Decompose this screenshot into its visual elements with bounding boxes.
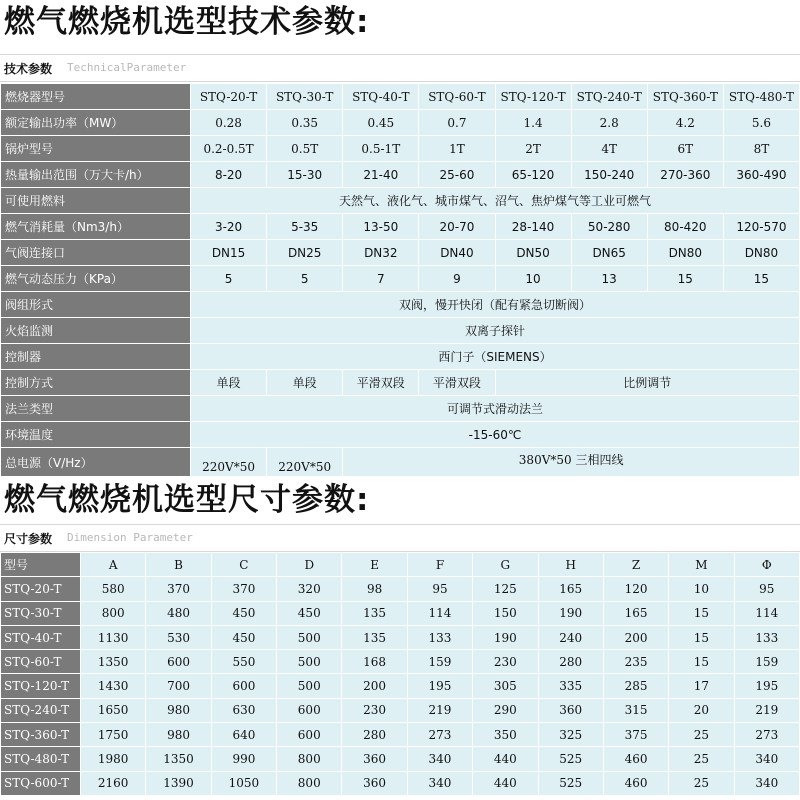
table-cell: 280 <box>342 723 407 747</box>
merged-cell: 双阀，慢开快闭（配有紧急切断阀） <box>191 292 800 318</box>
table-cell: 990 <box>211 747 276 771</box>
column-header: G <box>473 553 538 577</box>
table-cell: 220V*50 <box>267 448 343 477</box>
table-cell: 580 <box>81 577 146 601</box>
table-cell: 200 <box>342 674 407 698</box>
merged-cell: 双离子探针 <box>191 318 800 344</box>
row-label: 热量输出范围（万大卡/h） <box>1 162 191 188</box>
table-cell: 2T <box>495 136 571 162</box>
column-header: F <box>407 553 472 577</box>
table-cell: 95 <box>734 577 799 601</box>
table-cell: 114 <box>407 601 472 625</box>
table-row <box>1 370 800 396</box>
row-label: 燃气消耗量（Nm3/h） <box>1 214 191 240</box>
table-row <box>1 674 800 698</box>
model-header-cell: STQ-240-T <box>571 84 647 110</box>
table-cell: 273 <box>734 723 799 747</box>
merged-cell: 比例调节 <box>495 370 800 396</box>
table-cell: DN80 <box>723 240 799 266</box>
table-cell: 230 <box>473 650 538 674</box>
dimension-parameters-title: 燃气燃烧机选型尺寸参数: <box>4 482 370 518</box>
model-header-cell: STQ-480-T <box>723 84 799 110</box>
row-label: 控制器 <box>1 344 191 370</box>
table-row <box>1 723 800 747</box>
column-header: B <box>146 553 211 577</box>
table-cell: 320 <box>277 577 342 601</box>
model-cell: STQ-20-T <box>1 577 81 601</box>
table-cell: 325 <box>538 723 603 747</box>
subheader-label: 技术参数 <box>4 62 53 76</box>
table-cell: 1650 <box>81 698 146 722</box>
table-cell: 133 <box>407 625 472 649</box>
model-cell: STQ-240-T <box>1 698 81 722</box>
table-cell: 120 <box>603 577 668 601</box>
row-label: 阀组形式 <box>1 292 191 318</box>
model-header-cell: STQ-40-T <box>343 84 419 110</box>
table-cell: 450 <box>277 601 342 625</box>
table-cell: 13-50 <box>343 214 419 240</box>
table-cell: 1430 <box>81 674 146 698</box>
table-cell: 65-120 <box>495 162 571 188</box>
table-cell: 315 <box>603 698 668 722</box>
table-row <box>1 396 800 422</box>
table-cell: 0.5-1T <box>343 136 419 162</box>
row-label: 总电源（V/Hz） <box>1 448 191 477</box>
merged-cell: 380V*50 三相四线 <box>343 448 800 477</box>
table-cell: 219 <box>407 698 472 722</box>
table-cell: 80-420 <box>647 214 723 240</box>
table-cell: 15 <box>723 266 799 292</box>
table-cell: 460 <box>603 747 668 771</box>
table-cell: 1980 <box>81 747 146 771</box>
table-cell: 460 <box>603 771 668 795</box>
table-cell: 5 <box>191 266 267 292</box>
table-row <box>1 214 800 240</box>
table-cell: 0.5T <box>267 136 343 162</box>
table-cell: 0.28 <box>191 110 267 136</box>
column-header: Φ <box>734 553 799 577</box>
table-cell: DN50 <box>495 240 571 266</box>
table-cell: 15 <box>647 266 723 292</box>
table-row <box>1 650 800 674</box>
table-cell: 219 <box>734 698 799 722</box>
table-cell: DN40 <box>419 240 495 266</box>
table-cell: 7 <box>343 266 419 292</box>
table-cell: DN15 <box>191 240 267 266</box>
table-cell: 10 <box>495 266 571 292</box>
model-cell: STQ-600-T <box>1 771 81 795</box>
table-cell: 25-60 <box>419 162 495 188</box>
table-cell: 195 <box>407 674 472 698</box>
model-cell: STQ-480-T <box>1 747 81 771</box>
table-cell: 350 <box>473 723 538 747</box>
column-header: Z <box>603 553 668 577</box>
table-cell: 270-360 <box>647 162 723 188</box>
table-cell: 5 <box>267 266 343 292</box>
table-cell: 165 <box>603 601 668 625</box>
table-cell: 980 <box>146 698 211 722</box>
table-cell: DN25 <box>267 240 343 266</box>
table-cell: 600 <box>277 723 342 747</box>
table-cell: 8-20 <box>191 162 267 188</box>
table-row <box>1 292 800 318</box>
table-cell: 290 <box>473 698 538 722</box>
table-cell: 190 <box>473 625 538 649</box>
table-cell: 1.4 <box>495 110 571 136</box>
table-cell: 370 <box>211 577 276 601</box>
table-cell: 10 <box>669 577 734 601</box>
table-cell: 1T <box>419 136 495 162</box>
table-cell: 195 <box>734 674 799 698</box>
column-header: D <box>277 553 342 577</box>
column-header: A <box>81 553 146 577</box>
table-cell: 980 <box>146 723 211 747</box>
table-cell: 1350 <box>146 747 211 771</box>
table-cell: 340 <box>407 747 472 771</box>
header-label: 型号 <box>1 553 81 577</box>
table-row <box>1 448 800 477</box>
table-row <box>1 625 800 649</box>
row-label: 法兰类型 <box>1 396 191 422</box>
table-cell: 550 <box>211 650 276 674</box>
table-cell: 25 <box>669 747 734 771</box>
table-cell: 9 <box>419 266 495 292</box>
table-cell: 15 <box>669 625 734 649</box>
row-label: 控制方式 <box>1 370 191 396</box>
table-cell: 340 <box>734 747 799 771</box>
subheader-english: TechnicalParameter <box>67 61 187 74</box>
table-cell: 800 <box>277 747 342 771</box>
table-cell: 530 <box>146 625 211 649</box>
technical-parameters-table <box>0 83 800 477</box>
table-header-row <box>1 553 800 577</box>
table-row <box>1 344 800 370</box>
table-cell: 1350 <box>81 650 146 674</box>
table-row <box>1 601 800 625</box>
table-cell: 0.7 <box>419 110 495 136</box>
merged-cell: 天然气、液化气、城市煤气、沼气、焦炉煤气等工业可燃气 <box>191 188 800 214</box>
table-cell: 340 <box>734 771 799 795</box>
table-cell: 0.35 <box>267 110 343 136</box>
table-cell: 480 <box>146 601 211 625</box>
table-row <box>1 318 800 344</box>
table-cell: 平滑双段 <box>419 370 495 396</box>
row-label: 燃烧器型号 <box>1 84 191 110</box>
table-cell: 0.2-0.5T <box>191 136 267 162</box>
table-cell: 525 <box>538 771 603 795</box>
table-cell: 15-30 <box>267 162 343 188</box>
table-cell: 125 <box>473 577 538 601</box>
table-cell: 800 <box>81 601 146 625</box>
table-cell: 240 <box>538 625 603 649</box>
merged-cell: -15-60℃ <box>191 422 800 448</box>
table-cell: 5.6 <box>723 110 799 136</box>
table-cell: 150-240 <box>571 162 647 188</box>
table-cell: 159 <box>407 650 472 674</box>
table-row <box>1 771 800 795</box>
table-cell: 305 <box>473 674 538 698</box>
table-cell: 190 <box>538 601 603 625</box>
table-row <box>1 422 800 448</box>
row-label: 锅炉型号 <box>1 136 191 162</box>
table-cell: 4.2 <box>647 110 723 136</box>
table-cell: 235 <box>603 650 668 674</box>
table-cell: 3-20 <box>191 214 267 240</box>
technical-parameters-title: 燃气燃烧机选型技术参数: <box>4 4 370 40</box>
table-cell: 6T <box>647 136 723 162</box>
table-cell: 150 <box>473 601 538 625</box>
row-label: 燃气动态压力（KPa） <box>1 266 191 292</box>
model-cell: STQ-30-T <box>1 601 81 625</box>
technical-parameters-subheader <box>0 54 800 82</box>
table-cell: DN80 <box>647 240 723 266</box>
table-row <box>1 240 800 266</box>
column-header: E <box>342 553 407 577</box>
table-cell: 15 <box>669 601 734 625</box>
table-cell: 370 <box>146 577 211 601</box>
model-header-cell: STQ-30-T <box>267 84 343 110</box>
table-cell: 1750 <box>81 723 146 747</box>
merged-cell: 可调节式滑动法兰 <box>191 396 800 422</box>
table-cell: 600 <box>146 650 211 674</box>
table-cell: 450 <box>211 601 276 625</box>
table-cell: 2.8 <box>571 110 647 136</box>
row-label: 火焰监测 <box>1 318 191 344</box>
table-cell: 640 <box>211 723 276 747</box>
table-row <box>1 110 800 136</box>
table-cell: 168 <box>342 650 407 674</box>
model-header-cell: STQ-60-T <box>419 84 495 110</box>
row-label: 环境温度 <box>1 422 191 448</box>
table-cell: 800 <box>277 771 342 795</box>
table-cell: 280 <box>538 650 603 674</box>
table-cell: 440 <box>473 747 538 771</box>
table-cell: 285 <box>603 674 668 698</box>
table-cell: 13 <box>571 266 647 292</box>
column-header: H <box>538 553 603 577</box>
table-cell: 单段 <box>191 370 267 396</box>
model-cell: STQ-360-T <box>1 723 81 747</box>
model-cell: STQ-40-T <box>1 625 81 649</box>
table-cell: 440 <box>473 771 538 795</box>
column-header: M <box>669 553 734 577</box>
dimension-parameters-table <box>0 552 800 796</box>
table-cell: 15 <box>669 650 734 674</box>
model-header-cell: STQ-120-T <box>495 84 571 110</box>
table-cell: 20-70 <box>419 214 495 240</box>
merged-cell: 西门子（SIEMENS） <box>191 344 800 370</box>
table-cell: 1130 <box>81 625 146 649</box>
table-cell: 21-40 <box>343 162 419 188</box>
table-cell: 525 <box>538 747 603 771</box>
table-cell: 230 <box>342 698 407 722</box>
table-cell: 165 <box>538 577 603 601</box>
table-row <box>1 747 800 771</box>
table-row <box>1 162 800 188</box>
model-cell: STQ-60-T <box>1 650 81 674</box>
dimension-parameters-subheader <box>0 524 800 552</box>
table-cell: 114 <box>734 601 799 625</box>
table-row <box>1 136 800 162</box>
table-cell: 50-280 <box>571 214 647 240</box>
table-cell: 25 <box>669 723 734 747</box>
table-cell: 360 <box>538 698 603 722</box>
table-cell: 700 <box>146 674 211 698</box>
table-cell: 159 <box>734 650 799 674</box>
table-cell: 135 <box>342 601 407 625</box>
table-cell: 17 <box>669 674 734 698</box>
table-cell: 340 <box>407 771 472 795</box>
table-cell: 375 <box>603 723 668 747</box>
table-row <box>1 84 800 110</box>
table-cell: 0.45 <box>343 110 419 136</box>
model-header-cell: STQ-20-T <box>191 84 267 110</box>
table-cell: 630 <box>211 698 276 722</box>
table-cell: 133 <box>734 625 799 649</box>
table-cell: DN32 <box>343 240 419 266</box>
subheader-english: Dimension Parameter <box>67 531 193 544</box>
table-cell: 600 <box>277 698 342 722</box>
table-row <box>1 188 800 214</box>
table-cell: 273 <box>407 723 472 747</box>
table-cell: 5-35 <box>267 214 343 240</box>
row-label: 额定输出功率（MW） <box>1 110 191 136</box>
table-cell: 2160 <box>81 771 146 795</box>
table-cell: 4T <box>571 136 647 162</box>
table-cell: 单段 <box>267 370 343 396</box>
table-cell: 220V*50 <box>191 448 267 477</box>
table-cell: 1050 <box>211 771 276 795</box>
table-cell: 95 <box>407 577 472 601</box>
table-cell: 25 <box>669 771 734 795</box>
table-cell: 平滑双段 <box>343 370 419 396</box>
table-row <box>1 266 800 292</box>
table-cell: 500 <box>277 674 342 698</box>
subheader-label: 尺寸参数 <box>4 532 53 546</box>
model-header-cell: STQ-360-T <box>647 84 723 110</box>
table-cell: 98 <box>342 577 407 601</box>
row-label: 气阀连接口 <box>1 240 191 266</box>
table-cell: 500 <box>277 625 342 649</box>
table-row <box>1 577 800 601</box>
table-cell: 1390 <box>146 771 211 795</box>
table-row <box>1 698 800 722</box>
table-cell: 500 <box>277 650 342 674</box>
table-cell: 360 <box>342 771 407 795</box>
table-cell: 360-490 <box>723 162 799 188</box>
table-cell: 20 <box>669 698 734 722</box>
table-cell: 335 <box>538 674 603 698</box>
table-cell: 120-570 <box>723 214 799 240</box>
table-cell: 450 <box>211 625 276 649</box>
table-cell: 360 <box>342 747 407 771</box>
table-cell: 600 <box>211 674 276 698</box>
table-cell: 28-140 <box>495 214 571 240</box>
table-cell: 200 <box>603 625 668 649</box>
column-header: C <box>211 553 276 577</box>
table-cell: 8T <box>723 136 799 162</box>
table-cell: 135 <box>342 625 407 649</box>
row-label: 可使用燃料 <box>1 188 191 214</box>
model-cell: STQ-120-T <box>1 674 81 698</box>
table-cell: DN65 <box>571 240 647 266</box>
